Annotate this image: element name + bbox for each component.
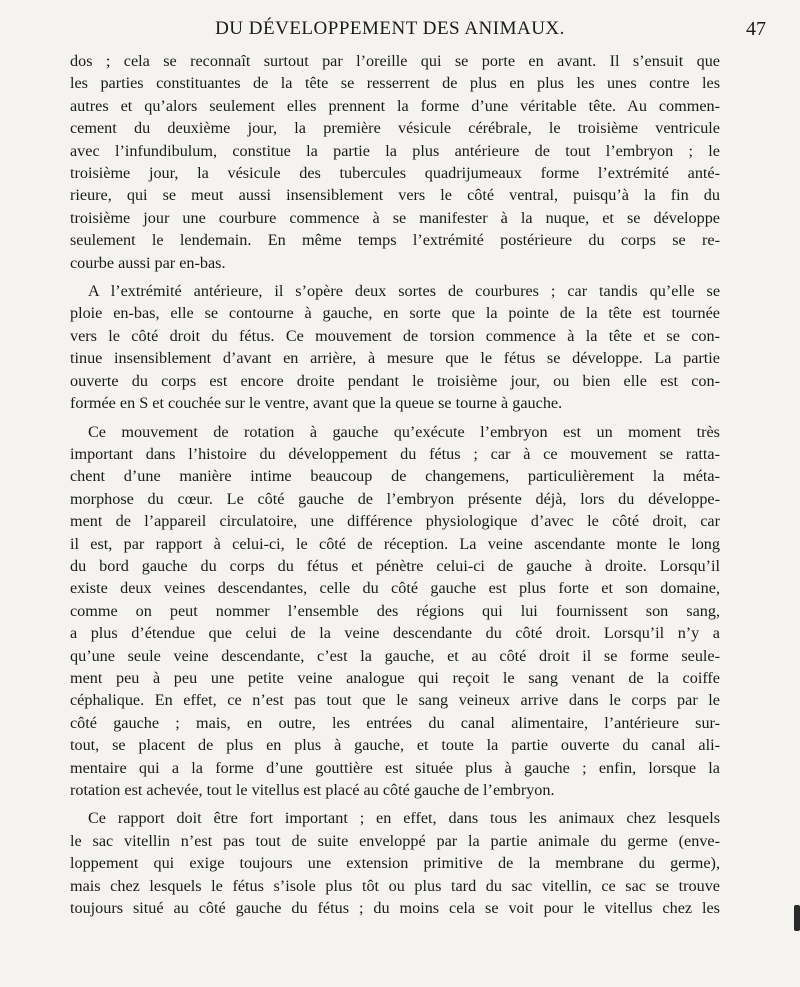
text-line: tout, se placent de plus en plus à gauche, et toute la partie ouverte du canal ali- xyxy=(70,736,720,755)
text-line: important dans l’histoire du développement du fétus ; car à ce mouvement se ratta- xyxy=(70,444,720,463)
text-line: loppement qui exige toujours une extension primitive de la membrane du germe), xyxy=(70,854,720,873)
text-line: courbe aussi par en-bas. xyxy=(70,253,226,272)
text-line: existe deux veines descendantes, celle du côté gauche est plus forte et son domaine, xyxy=(70,579,720,598)
text-line: morphose du cœur. Le côté gauche de l’embryon présente déjà, lors du développe- xyxy=(70,489,720,508)
text-line: cement du deuxième jour, la première vésicule cérébrale, le troisième ventricule xyxy=(70,119,720,138)
text-line: céphalique. En effet, ce n’est pas tout que le sang veineux arrive dans le corps par le xyxy=(70,691,720,710)
text-line: rotation est achevée, tout le vitellus est placé au côté gauche de l’embryon. xyxy=(70,781,555,799)
text-line: A l’extrémité antérieure, il s’opère deux sortes de courbures ; car tandis qu’elle se xyxy=(88,282,720,301)
text-line: il est, par rapport à celui-ci, le côté de réception. La veine ascendante monte le long xyxy=(70,534,720,553)
paragraph-3 xyxy=(70,421,720,802)
running-title: DU DÉVELOPPEMENT DES ANIMAUX. xyxy=(215,18,565,39)
text-line: ment peu à peu une petite veine analogue qui reçoit le sang venant de la coiffe xyxy=(70,668,720,687)
text-line: Ce mouvement de rotation à gauche qu’exécute l’embryon est un moment très xyxy=(88,422,720,441)
text-line: mentaire qui a la forme d’une gouttière est située plus à gauche ; enfin, lorsque la xyxy=(70,758,720,777)
text-line: ouverte du corps est encore droite pendant le troisième jour, ou bien elle est con- xyxy=(70,371,720,390)
text-line: ploie en-bas, elle se contourne à gauche, en sorte que la pointe de la tête est tournée xyxy=(70,304,720,323)
text-line: vers le côté droit du fétus. Ce mouvement de torsion commence à la tête et se con- xyxy=(70,326,720,345)
text-line: toujours situé au côté gauche du fétus ; du moins cela se voit pour le vitellus chez les xyxy=(70,899,720,918)
paragraph-4 xyxy=(70,807,720,919)
text-line: a plus d’étendue que celui de la veine descendante du côté droit. Lorsqu’il n’y a xyxy=(70,624,720,643)
text-line: dos ; cela se reconnaît surtout par l’oreille qui se porte en avant. Il s’ensuit que xyxy=(70,52,720,70)
text-line: côté gauche ; mais, en outre, les entrées du canal alimentaire, l’antérieure sur- xyxy=(70,713,720,732)
text-line: du bord gauche du corps du fétus et pénètre celui-ci de gauche à droite. Lorsqu’il xyxy=(70,556,720,575)
text-line: comme on peut nommer l’ensemble des régions qui lui fournissent son sang, xyxy=(70,601,720,620)
text-line: autres et qu’alors seulement elles prennent la forme d’une véritable tête. Au commen- xyxy=(70,96,720,115)
page-number: 47 xyxy=(746,18,766,40)
running-head xyxy=(0,18,800,48)
text-line: avec l’infundibulum, constitue la partie la plus antérieure de tout l’embryon ; le xyxy=(70,141,720,160)
text-line: seulement le lendemain. En même temps l’extrémité postérieure du corps se re- xyxy=(70,231,720,250)
text-line: formée en S et couchée sur le ventre, avant que la queue se tourne à gauche. xyxy=(70,394,563,413)
text-line: chent d’une manière intime beaucoup de changemens, particulièrement la méta- xyxy=(70,467,720,486)
text-line: Ce rapport doit être fort important ; en effet, dans tous les animaux chez lesquels xyxy=(88,809,720,828)
body-text xyxy=(70,50,720,921)
text-line: mais chez lesquels le fétus s’isole plus tôt ou plus tard du sac vitellin, ce sac se trouve xyxy=(70,876,720,895)
text-line: qu’une seule veine descendante, c’est la gauche, et au côté droit il se forme seule- xyxy=(70,646,720,665)
text-line: le sac vitellin n’est pas tout de suite enveloppé par la partie animale du germe (enve- xyxy=(70,831,720,850)
text-line: rieure, qui se meut aussi insensiblement vers le côté ventral, puisqu’à la fin du xyxy=(70,186,720,205)
paragraph-2 xyxy=(70,280,720,414)
text-line: troisième jour, la vésicule des tubercules quadrijumeaux forme l’extrémité anté- xyxy=(70,164,720,183)
text-line: les parties constituantes de la tête se resserrent de plus en plus les unes contre les xyxy=(70,74,720,93)
text-line: troisième jour une courbure commence à se manifester à la nuque, et se développe xyxy=(70,208,720,227)
paragraph-1 xyxy=(70,50,720,274)
text-line: ment de l’appareil circulatoire, une différence physiologique d’avec le côté droit, car xyxy=(70,512,720,531)
text-line: tinue insensiblement d’avant en arrière, à mesure que le fétus se développe. La partie xyxy=(70,349,720,368)
page-edge-mark xyxy=(794,905,800,931)
